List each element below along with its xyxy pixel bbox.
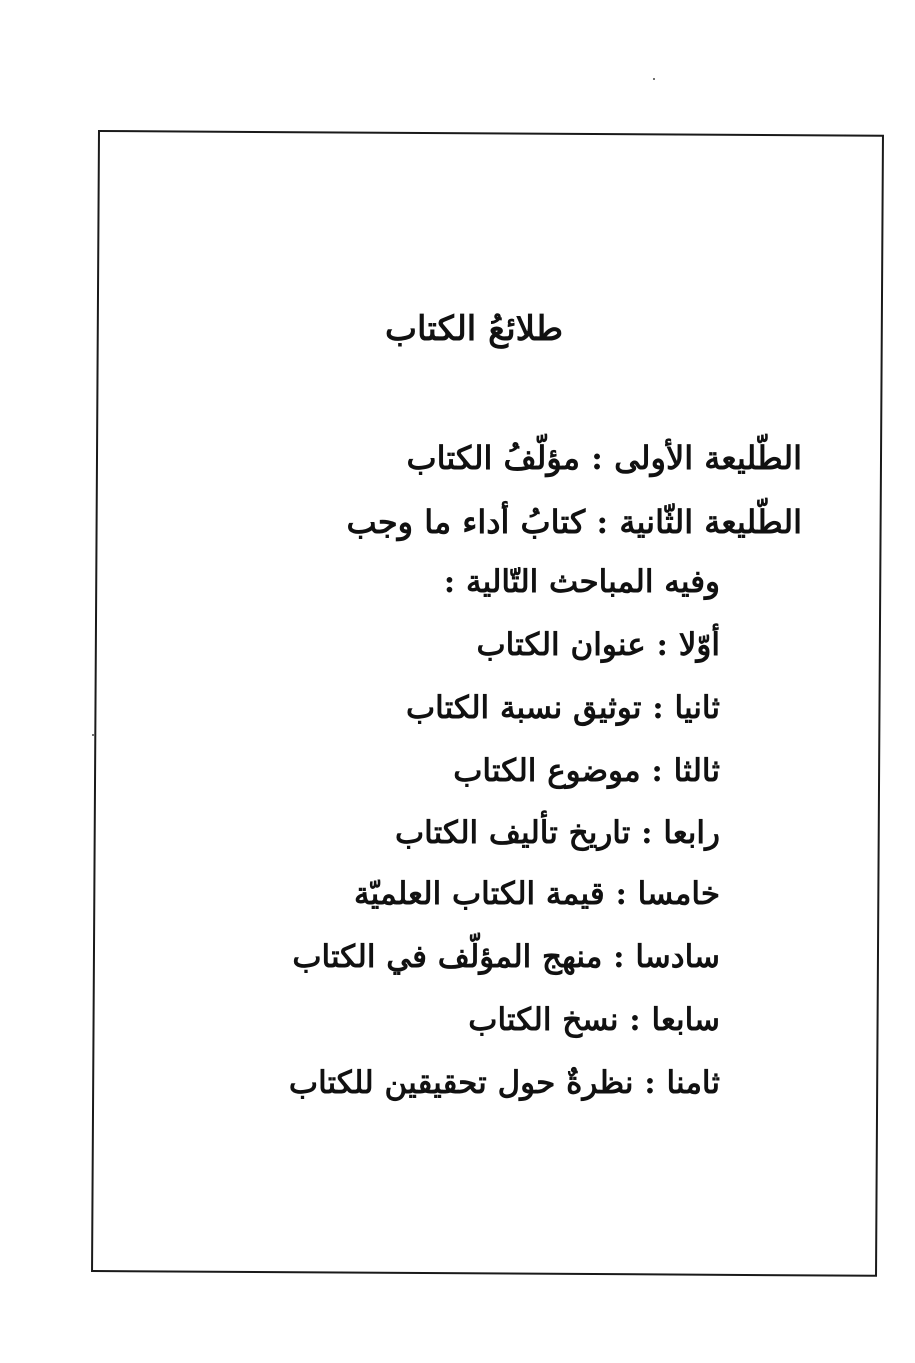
contents-item: أوّلا : عنوان الكتاب <box>476 627 720 663</box>
contents-item: وفيه المباحث التّالية : <box>443 564 720 600</box>
contents-item: الطّليعة الثّانية : كتابُ أداء ما وجب <box>346 503 802 541</box>
contents-item: سابعا : نسخ الكتاب <box>468 1002 720 1038</box>
contents-item: خامسا : قيمة الكتاب العلميّة <box>354 876 720 912</box>
contents-item: ثانيا : توثيق نسبة الكتاب <box>405 690 720 726</box>
contents-item: رابعا : تاريخ تأليف الكتاب <box>394 815 720 851</box>
contents-item: ثالثا : موضوع الكتاب <box>453 753 720 789</box>
contents-item: الطّليعة الأولى : مؤلّفُ الكتاب <box>406 439 802 477</box>
page-title: طلائعُ الكتاب <box>385 309 563 349</box>
contents-item: ثامنا : نظرةٌ حول تحقيقين للكتاب <box>288 1065 720 1101</box>
contents-item: سادسا : منهج المؤلّف في الكتاب <box>292 939 720 975</box>
scan-speck <box>653 78 655 80</box>
